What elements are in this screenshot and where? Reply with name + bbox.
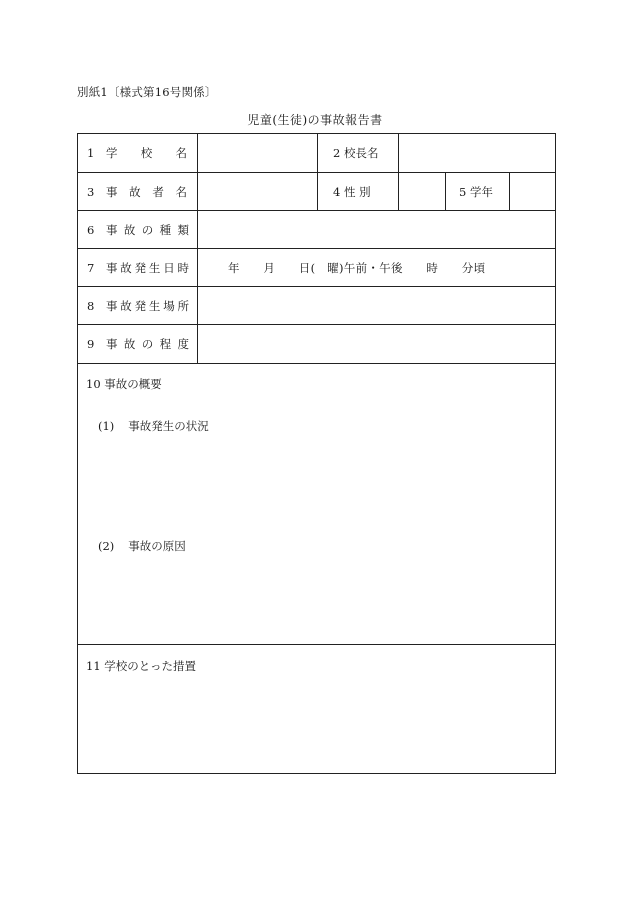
place-label xyxy=(106,298,189,314)
summary-section[interactable] xyxy=(78,364,555,645)
row-number: 8 xyxy=(87,298,95,313)
school-label xyxy=(106,145,187,161)
label-char: 生 xyxy=(148,260,161,275)
label-char: 発 xyxy=(134,260,147,275)
datetime-template: 年 月 日( 曜)午前・午後 時 分頃 xyxy=(228,260,486,275)
label-char: 所 xyxy=(177,298,189,313)
degree-label-cell xyxy=(78,325,198,363)
principal-label-cell xyxy=(318,134,399,172)
label-char: 名 xyxy=(175,146,187,160)
situation-label xyxy=(98,418,209,434)
degree-value-field[interactable] xyxy=(198,325,555,363)
document-title: 児童(生徒)の事故報告書 xyxy=(247,113,383,127)
measures-label: 11 学校のとった措置 xyxy=(86,659,197,673)
cause-number: (2) xyxy=(98,539,115,553)
row-degree xyxy=(78,325,555,364)
school-value-field[interactable] xyxy=(198,134,318,172)
gender-value-field[interactable] xyxy=(399,173,446,210)
label-char: の xyxy=(141,222,154,237)
row-type xyxy=(78,211,555,249)
type-label xyxy=(106,222,189,238)
grade-label: 5 学年 xyxy=(459,184,493,199)
school-label-cell xyxy=(78,134,198,172)
datetime-label xyxy=(106,260,189,276)
principal-value-field[interactable] xyxy=(399,134,555,172)
label-char: 事 xyxy=(106,222,118,237)
row-number: 3 xyxy=(87,184,95,199)
label-char: 生 xyxy=(148,298,161,313)
label-char: 事 xyxy=(106,298,118,313)
summary-label: 10 事故の概要 xyxy=(86,377,162,391)
label-char: 事 xyxy=(106,337,118,351)
cause-label xyxy=(98,538,186,554)
principal-label: 2 校長名 xyxy=(333,146,379,160)
row-place xyxy=(78,287,555,325)
label-char: の xyxy=(141,337,154,351)
place-value-field[interactable] xyxy=(198,287,555,324)
label-char: 事 xyxy=(106,184,118,199)
row-victim xyxy=(78,173,555,211)
row-datetime xyxy=(78,249,555,287)
annex-label: 別紙1〔様式第16号関係〕 xyxy=(77,85,217,99)
label-char: 故 xyxy=(123,222,136,237)
row-number: 9 xyxy=(87,337,95,351)
label-char: 時 xyxy=(177,260,189,275)
datetime-label-cell xyxy=(78,249,198,286)
label-char: 度 xyxy=(177,337,189,351)
place-label-cell xyxy=(78,287,198,324)
label-char: 故 xyxy=(123,337,136,351)
gender-label: 4 性 別 xyxy=(333,184,371,199)
label-char: 場 xyxy=(163,298,175,313)
victim-value-field[interactable] xyxy=(198,173,318,210)
datetime-value-field[interactable] xyxy=(198,249,555,286)
victim-label xyxy=(106,184,187,200)
label-char: 者 xyxy=(152,184,164,199)
label-char: 名 xyxy=(175,184,187,199)
victim-label-cell xyxy=(78,173,198,210)
label-char: 日 xyxy=(163,260,175,275)
row-number: 7 xyxy=(87,260,95,275)
row-number: 1 xyxy=(87,146,95,160)
type-label-cell xyxy=(78,211,198,248)
grade-label-cell xyxy=(446,173,510,210)
label-char: 程 xyxy=(159,337,172,351)
grade-value-field[interactable] xyxy=(510,173,555,210)
gender-label-cell xyxy=(318,173,399,210)
label-char: 種 xyxy=(159,222,172,237)
label-char: 発 xyxy=(134,298,147,313)
label-char: 故 xyxy=(120,260,132,275)
row-school xyxy=(78,134,555,173)
label-char: 故 xyxy=(129,184,141,199)
type-value-field[interactable] xyxy=(198,211,555,248)
report-form xyxy=(77,133,556,774)
label-char: 事 xyxy=(106,260,118,275)
situation-number: (1) xyxy=(98,419,115,433)
label-char: 校 xyxy=(140,146,153,160)
label-char: 類 xyxy=(177,222,189,237)
label-char: 故 xyxy=(120,298,132,313)
row-number: 6 xyxy=(87,222,95,237)
label-char: 学 xyxy=(106,146,118,160)
measures-section[interactable] xyxy=(78,645,555,773)
degree-label xyxy=(106,336,189,352)
situation-text: 事故発生の状況 xyxy=(128,419,209,433)
cause-text: 事故の原因 xyxy=(128,539,186,553)
